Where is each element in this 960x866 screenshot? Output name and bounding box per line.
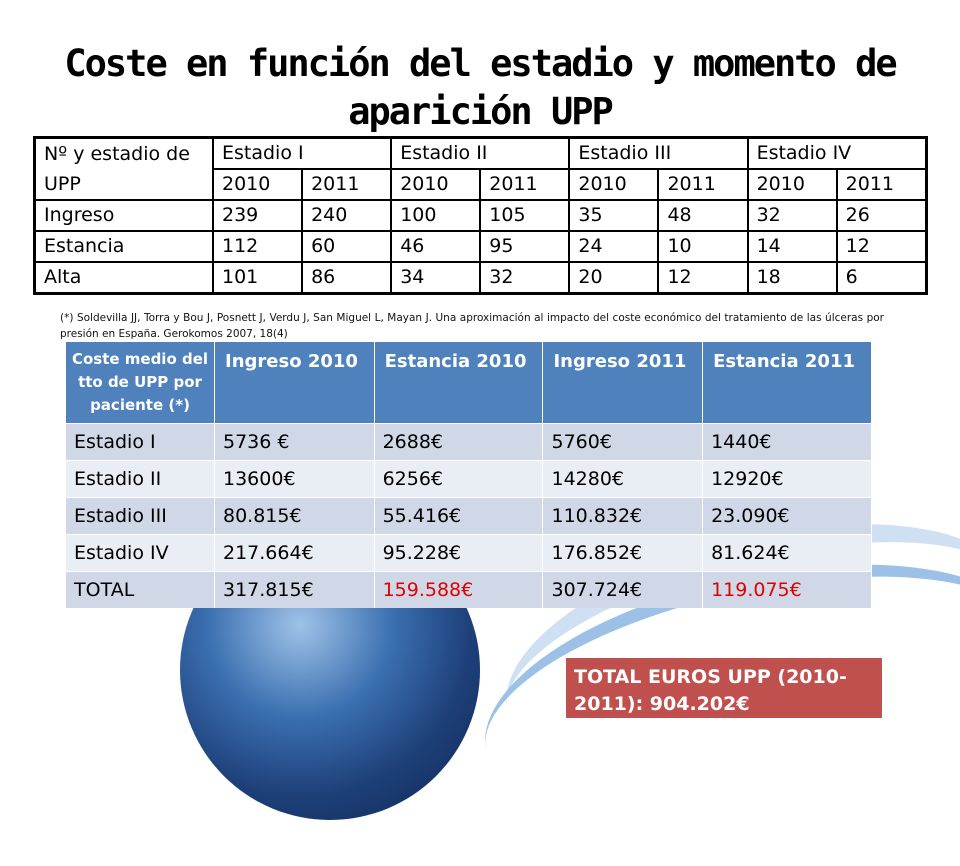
table1-cell: 240 (302, 200, 391, 231)
table1-cell: 24 (569, 231, 658, 262)
cost-cell: 110.832€ (543, 498, 703, 535)
table1-cell: 26 (837, 200, 927, 231)
cost-cell: 55.416€ (374, 498, 543, 535)
table-row (66, 498, 872, 535)
cost-cell: 217.664€ (215, 535, 375, 572)
cost-row-label: TOTAL (66, 572, 215, 609)
cost-cell: 6256€ (374, 461, 543, 498)
table1-year: 2011 (302, 169, 391, 200)
table1-year: 2011 (480, 169, 569, 200)
cost-cell: 12920€ (703, 461, 872, 498)
citation-note: (*) Soldevilla JJ, Torra y Bou J, Posnett J, Verdu J, San Miguel L, Mayan J. Una aproximación al impacto del coste económico del tratamiento de las úlceras por presión en España. Gerokomos 2007, 18(4) (60, 312, 884, 340)
table1-cell: 35 (569, 200, 658, 231)
cost-table (66, 342, 872, 608)
table-row (66, 535, 872, 572)
table1-row (35, 231, 927, 262)
table1-year: 2010 (213, 169, 302, 200)
table1-cell: 12 (837, 231, 927, 262)
cost-cell: 81.624€ (703, 535, 872, 572)
table1-cell: 101 (213, 262, 302, 294)
cost-cell: 5736 € (215, 424, 375, 461)
cost-table-header: Ingreso 2011 (543, 342, 703, 424)
cost-cell: 80.815€ (215, 498, 375, 535)
table1-cell: 34 (391, 262, 480, 294)
table1-row-label: Ingreso (35, 200, 214, 231)
cost-cell: 95.228€ (374, 535, 543, 572)
cost-cell: 176.852€ (543, 535, 703, 572)
cost-cell: 14280€ (543, 461, 703, 498)
table1-cell: 60 (302, 231, 391, 262)
cost-cell: 317.815€ (215, 572, 375, 609)
table1-cell: 95 (480, 231, 569, 262)
cost-row-label: Estadio III (66, 498, 215, 535)
table1-cell: 14 (748, 231, 837, 262)
table1-cell: 32 (748, 200, 837, 231)
table1-row (35, 262, 927, 294)
cost-cell: 2688€ (374, 424, 543, 461)
table-row (66, 461, 872, 498)
table1-cell: 86 (302, 262, 391, 294)
cost-cell: 307.724€ (543, 572, 703, 609)
table1-row (35, 200, 927, 231)
table1-cell: 20 (569, 262, 658, 294)
table1-year: 2011 (837, 169, 927, 200)
table1-cell: 12 (658, 262, 747, 294)
table1-cell: 48 (658, 200, 747, 231)
cost-cell-highlight: 159.588€ (374, 572, 543, 609)
table1-cell: 6 (837, 262, 927, 294)
table-row (66, 424, 872, 461)
cost-cell: 13600€ (215, 461, 375, 498)
cost-cell-highlight: 119.075€ (703, 572, 872, 609)
table1-corner: Nº y estadio de UPP (35, 138, 214, 201)
table1-stage: Estadio II (391, 138, 569, 170)
table1-cell: 10 (658, 231, 747, 262)
cost-cell: 1440€ (703, 424, 872, 461)
total-euros-box: TOTAL EUROS UPP (2010-2011): 904.202€ (564, 656, 884, 720)
table1-stage: Estadio I (213, 138, 391, 170)
table1-row-label: Alta (35, 262, 214, 294)
table1-row-label: Estancia (35, 231, 214, 262)
table1-year: 2010 (569, 169, 658, 200)
table1-cell: 32 (480, 262, 569, 294)
table1-cell: 105 (480, 200, 569, 231)
table1-cell: 46 (391, 231, 480, 262)
table1-year: 2011 (658, 169, 747, 200)
cost-table-header: Ingreso 2010 (215, 342, 375, 424)
table1-cell: 239 (213, 200, 302, 231)
table1-year: 2010 (391, 169, 480, 200)
table1-stage: Estadio IV (748, 138, 927, 170)
table1-cell: 112 (213, 231, 302, 262)
cost-row-label: Estadio IV (66, 535, 215, 572)
table1-cell: 100 (391, 200, 480, 231)
table1-cell: 18 (748, 262, 837, 294)
cost-row-label: Estadio I (66, 424, 215, 461)
cost-table-header: Coste medio del tto de UPP por paciente (*) (66, 342, 215, 424)
cases-table (33, 136, 928, 295)
page-title: Coste en función del estadio y momento de aparición UPP (64, 42, 896, 133)
table1-stage: Estadio III (569, 138, 747, 170)
cost-table-header: Estancia 2011 (703, 342, 872, 424)
table1-year: 2010 (748, 169, 837, 200)
cost-row-label: Estadio II (66, 461, 215, 498)
cost-cell: 23.090€ (703, 498, 872, 535)
cost-cell: 5760€ (543, 424, 703, 461)
total-row (66, 572, 872, 609)
cost-table-header: Estancia 2010 (374, 342, 543, 424)
